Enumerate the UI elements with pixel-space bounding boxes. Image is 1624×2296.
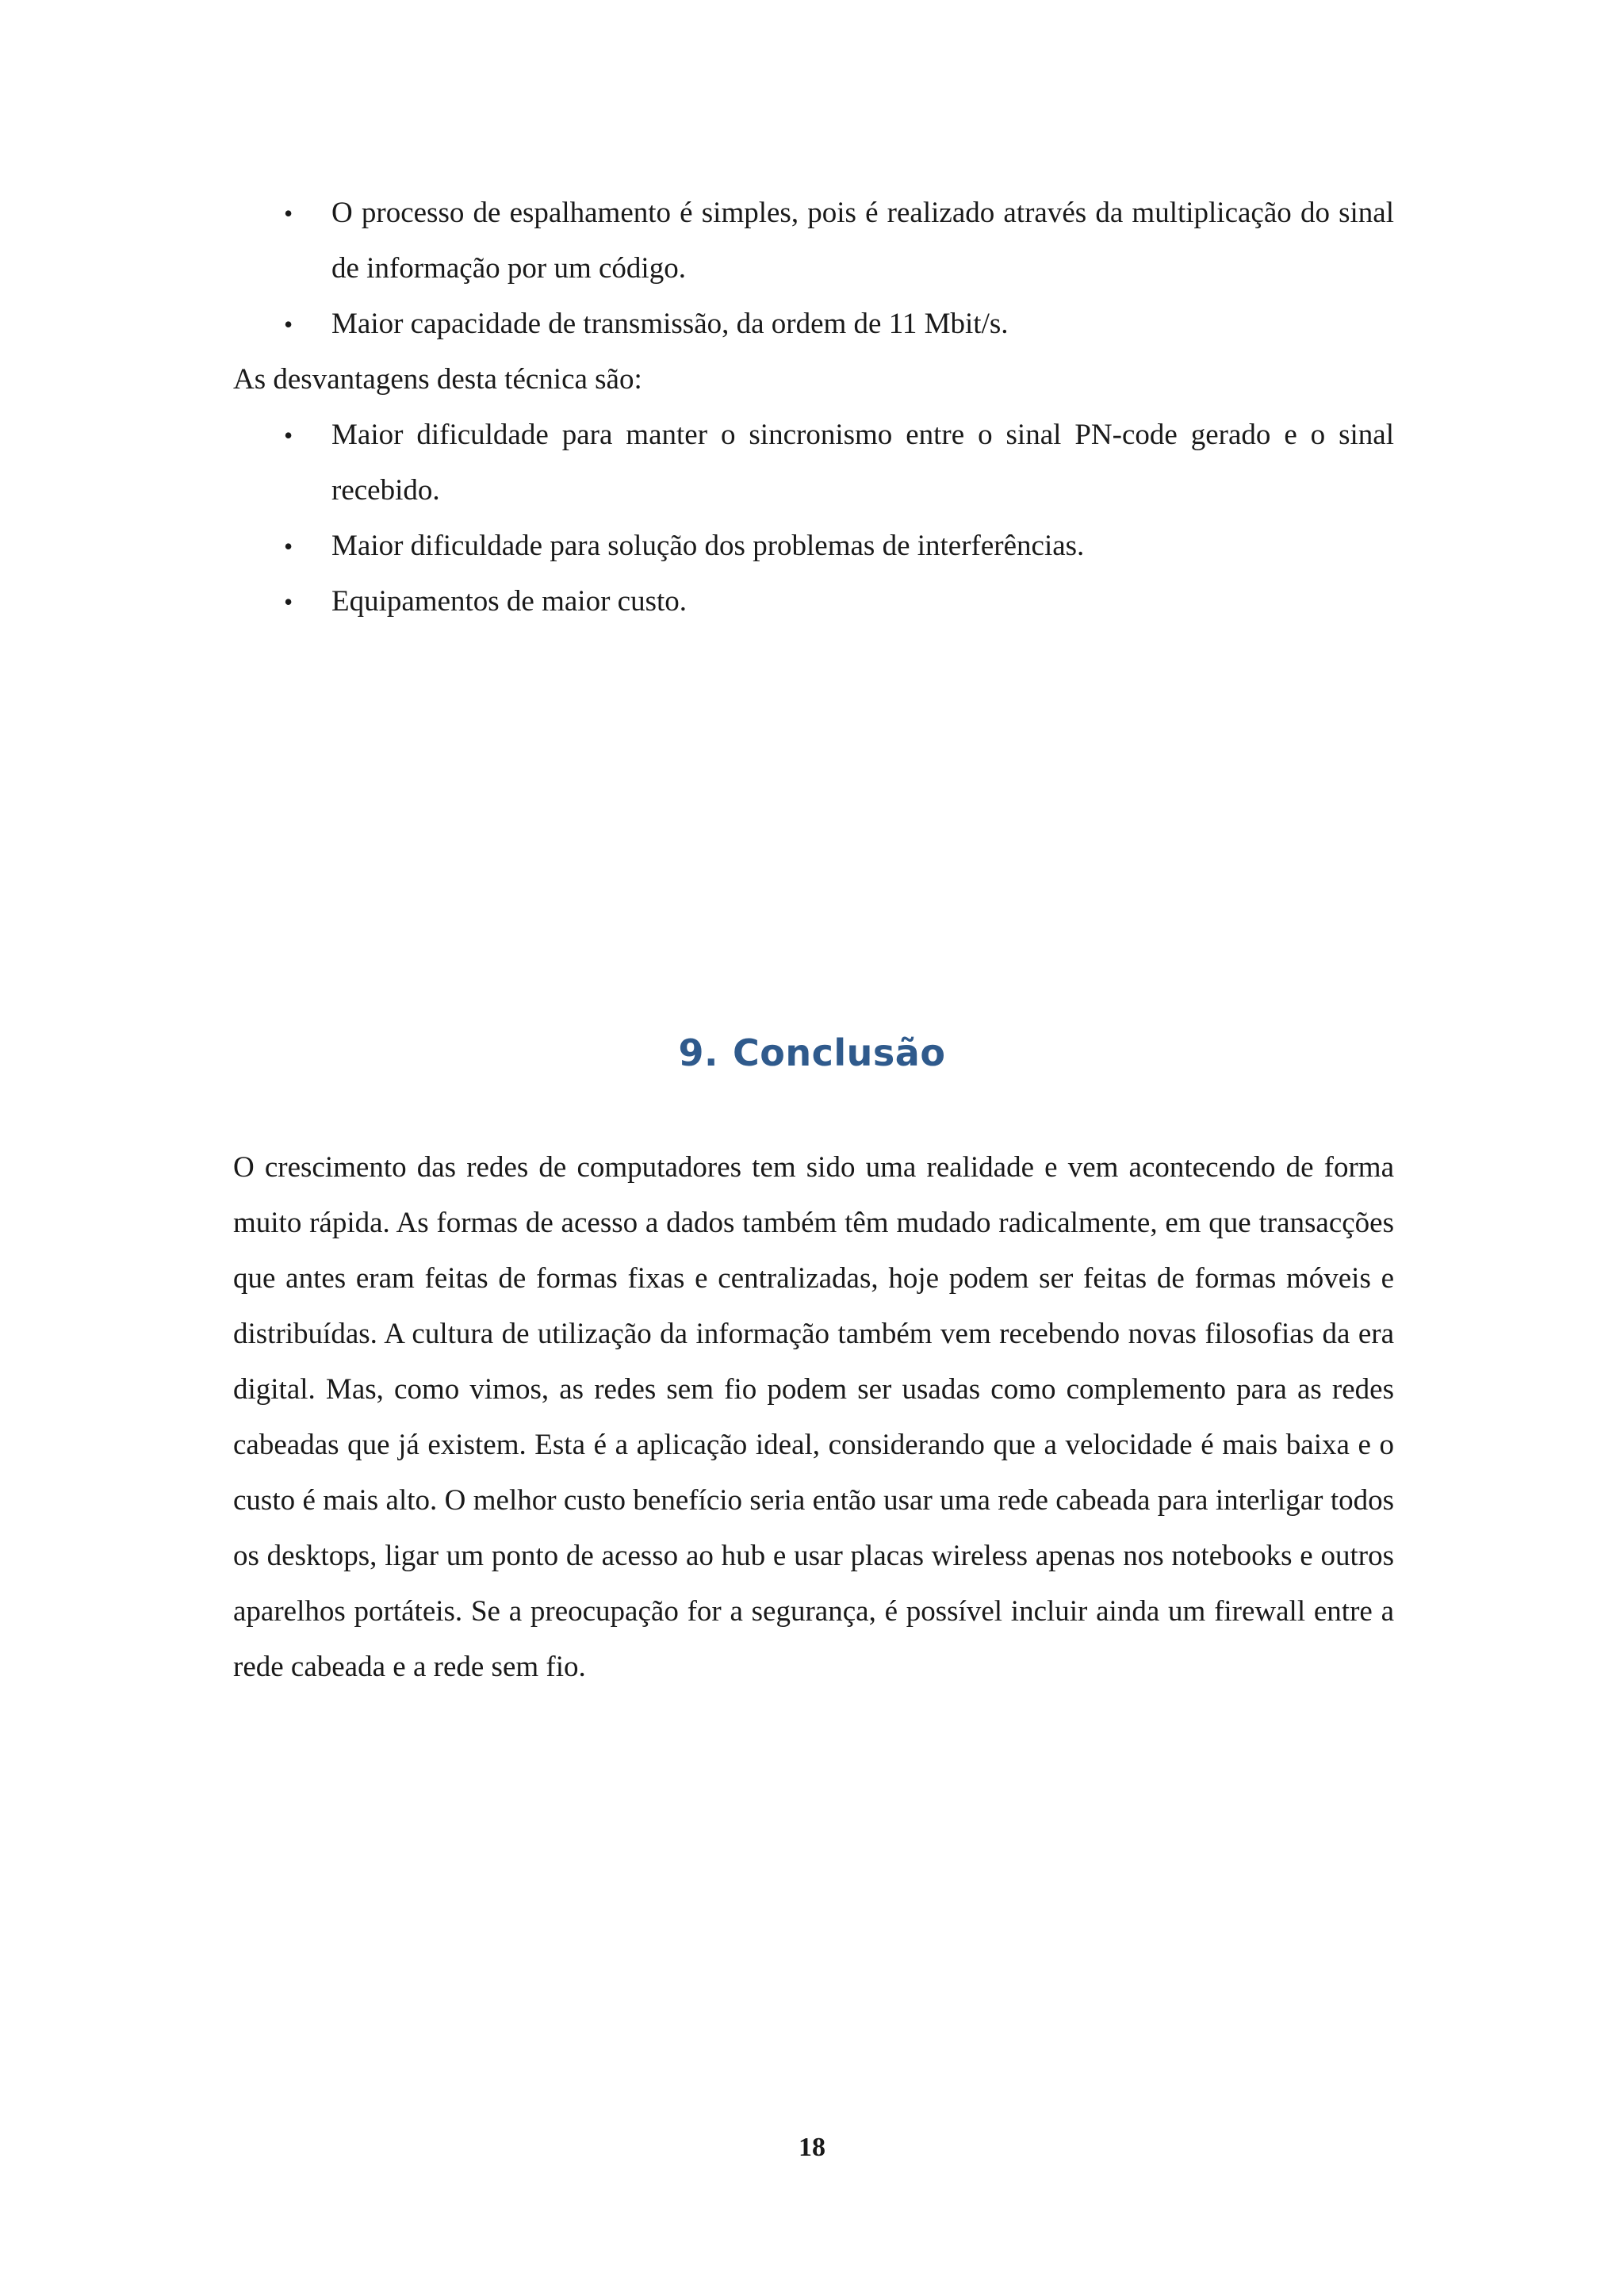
disadvantages-intro: As desvantagens desta técnica são: xyxy=(233,363,642,396)
conclusion-paragraph: O crescimento das redes de computadores tem sido uma realidade e vem acontecendo de forma muito rápida. As formas de acesso a dados também têm mudado radicalmente, em que transacções que antes eram feitas de formas fixas e centralizadas, hoje podem ser feitas de formas móveis e distribuídas. A cultura de utilização da informação também vem recebendo novas filosofias da era digital. Mas, como vimos, as redes sem fio podem ser usadas como complemento para as redes cabeadas que já existem. Esta é a aplicação ideal, considerando que a velocidade é mais baixa e o custo é mais alto. O melhor custo benefício seria então usar uma rede cabeada para interligar todos os desktops, ligar um ponto de acesso ao hub e usar placas wireless apenas nos notebooks e outros aparelhos portáteis. Se a preocupação for a segurança, é possível incluir ainda um firewall entre a rede cabeada e a rede sem fio. xyxy=(233,1151,1394,1683)
list-item-text: Maior dificuldade para solução dos problemas de interferências. xyxy=(331,530,1085,562)
disadvantages-list xyxy=(233,408,1394,629)
page-number: 18 xyxy=(799,2133,825,2162)
list-item xyxy=(233,574,1394,629)
section-number: 9. xyxy=(678,1031,719,1074)
bullet-icon: • xyxy=(284,587,293,616)
bullet-icon: • xyxy=(284,532,293,561)
bullet-icon: • xyxy=(284,310,293,339)
section-title: Conclusão xyxy=(733,1031,946,1074)
list-item xyxy=(233,519,1394,574)
list-item-text: Maior dificuldade para manter o sincronismo entre o sinal PN-code gerado e o sinal recebido. xyxy=(331,419,1394,507)
advantages-list xyxy=(233,186,1394,352)
top-text-block xyxy=(233,186,1394,629)
list-item xyxy=(233,297,1394,352)
list-item xyxy=(233,186,1394,297)
list-item-text: Equipamentos de maior custo. xyxy=(331,585,688,618)
list-item xyxy=(233,408,1394,519)
section-heading xyxy=(0,1027,1624,1078)
list-item-text: Maior capacidade de transmissão, da ordem de 11 Mbit/s. xyxy=(331,308,1009,340)
bullet-icon: • xyxy=(284,199,293,228)
bullet-icon: • xyxy=(284,421,293,450)
list-item-text: O processo de espalhamento é simples, pois é realizado através da multiplicação do sinal de informação por um código. xyxy=(331,197,1394,285)
